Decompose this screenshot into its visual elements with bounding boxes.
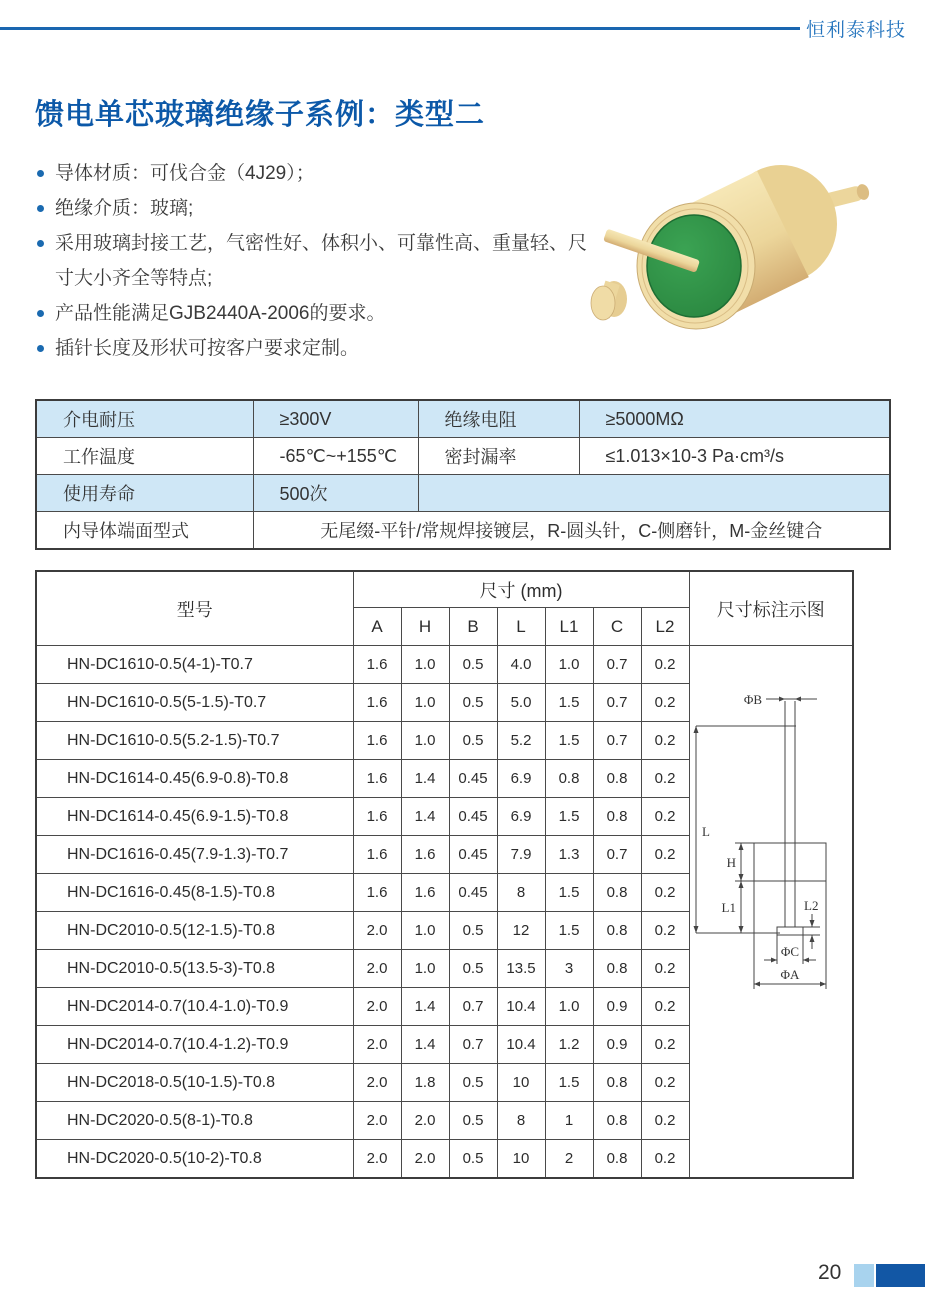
model-cell: HN-DC1616-0.45(7.9-1.3)-T0.7 [36, 836, 353, 874]
spec-label: 介电耐压 [36, 400, 253, 438]
value-cell: 0.2 [641, 988, 689, 1026]
bullet-icon [37, 345, 44, 352]
value-cell: 1.0 [401, 722, 449, 760]
value-cell: 0.7 [449, 1026, 497, 1064]
dim-label-L2: L2 [803, 898, 818, 913]
value-cell: 0.8 [593, 798, 641, 836]
diagram-cell [689, 646, 853, 1179]
value-cell: 0.5 [449, 912, 497, 950]
value-cell: 1.2 [545, 1026, 593, 1064]
feature-item [37, 191, 589, 226]
brand-logo-text: 恒利泰科技 [806, 20, 907, 41]
model-cell: HN-DC2018-0.5(10-1.5)-T0.8 [36, 1064, 353, 1102]
value-cell: 1.5 [545, 874, 593, 912]
diagram-column-header: 尺寸标注示图 [689, 571, 853, 646]
value-cell: 4.0 [497, 646, 545, 684]
spec-label: 内导体端面型式 [36, 512, 253, 550]
value-cell: 2.0 [401, 1102, 449, 1140]
value-cell: 1.6 [353, 722, 401, 760]
value-cell: 1.4 [401, 988, 449, 1026]
value-cell: 10.4 [497, 1026, 545, 1064]
model-cell: HN-DC2014-0.7(10.4-1.2)-T0.9 [36, 1026, 353, 1064]
spec-value: 无尾缀-平针/常规焊接镀层，R-圆头针，C-侧磨针，M-金丝键合 [253, 512, 890, 550]
feature-item [37, 226, 589, 296]
value-cell: 0.2 [641, 1064, 689, 1102]
value-cell: 1.5 [545, 912, 593, 950]
header-rule [0, 27, 800, 30]
value-cell: 0.2 [641, 912, 689, 950]
dim-label-L: L [701, 824, 710, 839]
value-cell: 0.2 [641, 1140, 689, 1179]
value-cell: 0.8 [593, 1102, 641, 1140]
size-column-header: C [593, 608, 641, 646]
spec-row-2 [36, 438, 890, 475]
value-cell: 0.8 [593, 950, 641, 988]
value-cell: 0.45 [449, 874, 497, 912]
value-cell: 2.0 [353, 950, 401, 988]
feature-text: 产品性能满足GJB2440A-2006的要求。 [55, 303, 386, 324]
value-cell: 1.6 [401, 874, 449, 912]
value-cell: 1.0 [401, 684, 449, 722]
value-cell: 0.5 [449, 684, 497, 722]
value-cell: 1 [545, 1102, 593, 1140]
footer-accent-light [854, 1264, 874, 1287]
product-image [578, 160, 893, 360]
size-column-header: H [401, 608, 449, 646]
value-cell: 5.2 [497, 722, 545, 760]
value-cell: 0.2 [641, 760, 689, 798]
size-group-header: 尺寸 (mm) [353, 571, 689, 608]
value-cell: 7.9 [497, 836, 545, 874]
value-cell: 2.0 [353, 1064, 401, 1102]
feature-text: 采用玻璃封接工艺，气密性好、体积小、可靠性高、重量轻、尺寸大小齐全等特点; [55, 233, 588, 289]
size-column-header: B [449, 608, 497, 646]
spec-row-3 [36, 475, 890, 512]
dim-label-phiB: ΦB [743, 692, 762, 707]
value-cell: 0.8 [545, 760, 593, 798]
value-cell: 8 [497, 874, 545, 912]
spec-value: 500次 [253, 475, 418, 512]
value-cell: 10.4 [497, 988, 545, 1026]
value-cell: 1.6 [353, 874, 401, 912]
value-cell: 1.6 [401, 836, 449, 874]
size-column-header: L2 [641, 608, 689, 646]
insulator-3d-render [578, 160, 893, 360]
value-cell: 1.0 [545, 646, 593, 684]
value-cell: 0.45 [449, 836, 497, 874]
model-cell: HN-DC1610-0.5(4-1)-T0.7 [36, 646, 353, 684]
value-cell: 0.5 [449, 950, 497, 988]
spec-value: -65℃~+155℃ [253, 438, 418, 475]
pin-head [591, 281, 627, 320]
value-cell: 12 [497, 912, 545, 950]
value-cell: 0.5 [449, 722, 497, 760]
table-row [36, 646, 853, 684]
spec-label: 使用寿命 [36, 475, 253, 512]
model-cell: HN-DC2010-0.5(13.5-3)-T0.8 [36, 950, 353, 988]
value-cell: 6.9 [497, 798, 545, 836]
value-cell: 0.45 [449, 760, 497, 798]
value-cell: 1.0 [545, 988, 593, 1026]
value-cell: 0.2 [641, 684, 689, 722]
dim-label-phiA: ΦA [780, 967, 799, 982]
model-column-header: 型号 [36, 571, 353, 646]
value-cell: 1.4 [401, 760, 449, 798]
value-cell: 1.0 [401, 646, 449, 684]
value-cell: 5.0 [497, 684, 545, 722]
value-cell: 1.5 [545, 1064, 593, 1102]
bullet-icon [37, 310, 44, 317]
value-cell: 0.5 [449, 1140, 497, 1179]
value-cell: 0.7 [593, 836, 641, 874]
value-cell: 0.8 [593, 912, 641, 950]
value-cell: 0.8 [593, 760, 641, 798]
value-cell: 2.0 [353, 988, 401, 1026]
spec-value: ≤1.013×10-3 Pa·cm³/s [579, 438, 890, 475]
value-cell: 1.0 [401, 912, 449, 950]
value-cell: 0.5 [449, 1102, 497, 1140]
feature-text: 绝缘介质：玻璃; [55, 198, 194, 219]
model-cell: HN-DC1616-0.45(8-1.5)-T0.8 [36, 874, 353, 912]
spec-value: ≥300V [253, 400, 418, 438]
value-cell: 0.7 [593, 722, 641, 760]
value-cell: 1.8 [401, 1064, 449, 1102]
value-cell: 13.5 [497, 950, 545, 988]
model-cell: HN-DC2020-0.5(10-2)-T0.8 [36, 1140, 353, 1179]
dim-header-row-1 [36, 571, 853, 608]
value-cell: 1.5 [545, 798, 593, 836]
value-cell: 0.7 [593, 646, 641, 684]
value-cell: 10 [497, 1064, 545, 1102]
value-cell: 0.7 [449, 988, 497, 1026]
value-cell: 1.6 [353, 760, 401, 798]
dimension-diagram [690, 646, 853, 1148]
feature-text: 插针长度及形状可按客户要求定制。 [55, 338, 360, 359]
size-column-header: L [497, 608, 545, 646]
value-cell: 1.6 [353, 646, 401, 684]
value-cell: 10 [497, 1140, 545, 1179]
feature-text: 导体材质：可伐合金（4J29）； [55, 163, 315, 184]
value-cell: 1.6 [353, 836, 401, 874]
value-cell: 2 [545, 1140, 593, 1179]
dim-label-L1: L1 [721, 900, 736, 915]
value-cell: 1.4 [401, 1026, 449, 1064]
value-cell: 2.0 [401, 1140, 449, 1179]
value-cell: 2.0 [353, 1140, 401, 1179]
value-cell: 0.2 [641, 1026, 689, 1064]
dim-table-body [36, 646, 853, 1179]
spec-row-4 [36, 512, 890, 550]
spec-label: 绝缘电阻 [418, 400, 579, 438]
value-cell: 1.5 [545, 722, 593, 760]
value-cell: 0.2 [641, 646, 689, 684]
model-cell: HN-DC1614-0.45(6.9-1.5)-T0.8 [36, 798, 353, 836]
value-cell: 0.2 [641, 836, 689, 874]
value-cell: 2.0 [353, 912, 401, 950]
value-cell: 0.5 [449, 1064, 497, 1102]
bullet-icon [37, 170, 44, 177]
feature-list [37, 156, 589, 366]
value-cell: 0.45 [449, 798, 497, 836]
spec-value: ≥5000MΩ [579, 400, 890, 438]
value-cell: 0.2 [641, 722, 689, 760]
feature-item [37, 296, 589, 331]
value-cell: 0.8 [593, 1064, 641, 1102]
value-cell: 2.0 [353, 1026, 401, 1064]
value-cell: 0.7 [593, 684, 641, 722]
value-cell: 6.9 [497, 760, 545, 798]
value-cell: 0.2 [641, 1102, 689, 1140]
size-column-header: A [353, 608, 401, 646]
value-cell: 0.8 [593, 874, 641, 912]
spec-label: 工作温度 [36, 438, 253, 475]
model-cell: HN-DC2020-0.5(8-1)-T0.8 [36, 1102, 353, 1140]
model-cell: HN-DC1610-0.5(5-1.5)-T0.7 [36, 684, 353, 722]
feature-item [37, 331, 589, 366]
bullet-icon [37, 205, 44, 212]
value-cell: 1.4 [401, 798, 449, 836]
value-cell: 1.5 [545, 684, 593, 722]
model-cell: HN-DC2014-0.7(10.4-1.0)-T0.9 [36, 988, 353, 1026]
value-cell: 1.6 [353, 684, 401, 722]
model-cell: HN-DC1610-0.5(5.2-1.5)-T0.7 [36, 722, 353, 760]
dimension-table [35, 570, 854, 1179]
value-cell: 0.9 [593, 988, 641, 1026]
model-cell: HN-DC1614-0.45(6.9-0.8)-T0.8 [36, 760, 353, 798]
model-cell: HN-DC2010-0.5(12-1.5)-T0.8 [36, 912, 353, 950]
dim-label-H: H [726, 855, 736, 870]
spec-label: 密封漏率 [418, 438, 579, 475]
page-number: 20 [818, 1261, 842, 1284]
dimension-arrows [693, 697, 826, 987]
spec-table [35, 399, 891, 550]
size-column-header: L1 [545, 608, 593, 646]
value-cell: 3 [545, 950, 593, 988]
value-cell: 0.2 [641, 874, 689, 912]
value-cell: 1.3 [545, 836, 593, 874]
bullet-icon [37, 240, 44, 247]
dim-label-phiC: ΦC [780, 944, 799, 959]
value-cell: 2.0 [353, 1102, 401, 1140]
value-cell: 1.0 [401, 950, 449, 988]
spec-empty-cell [418, 475, 890, 512]
value-cell: 1.6 [353, 798, 401, 836]
value-cell: 0.5 [449, 646, 497, 684]
value-cell: 0.8 [593, 1140, 641, 1179]
page-title: 馈电单芯玻璃绝缘子系例：类型二 [35, 99, 486, 131]
value-cell: 0.2 [641, 798, 689, 836]
value-cell: 0.2 [641, 950, 689, 988]
value-cell: 0.9 [593, 1026, 641, 1064]
footer-accent-dark [876, 1264, 925, 1287]
value-cell: 8 [497, 1102, 545, 1140]
spec-row-1 [36, 400, 890, 438]
feature-item [37, 156, 589, 191]
